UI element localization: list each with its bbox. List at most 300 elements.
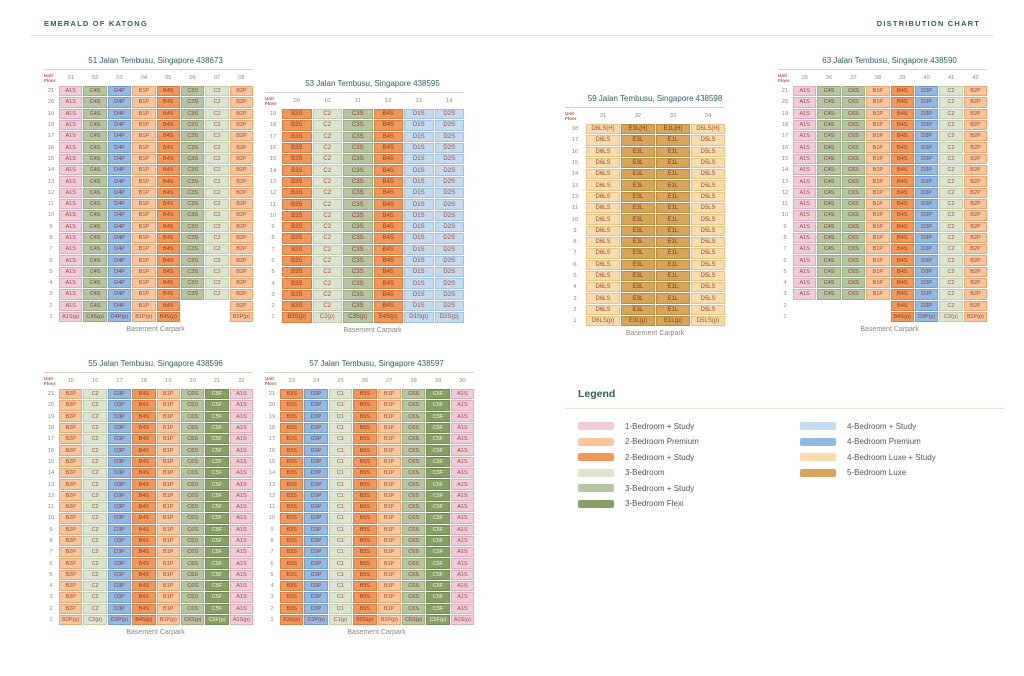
unit-cell: C3S (181, 176, 204, 186)
unit-cell: B4S (132, 570, 155, 580)
floor-label: 15 (571, 160, 579, 167)
unit-cell: B3S (280, 423, 303, 433)
unit-cell: D5LS (691, 248, 725, 258)
unit-cell: D3P (108, 536, 131, 546)
unit-cell: C4S (817, 188, 840, 198)
unit-cell: B2P (59, 525, 82, 535)
unit-cell: D2S(p) (435, 312, 465, 322)
unit-cell: C4S (83, 120, 106, 130)
unit-cell: E3L (621, 237, 655, 247)
unit-cell: C2 (83, 434, 106, 444)
unit-cell: E1L(H) (656, 124, 690, 134)
unit-cell: C5F (426, 570, 449, 580)
unit-cell: A1S (59, 199, 82, 209)
empty-cell (205, 301, 228, 311)
unit-cell: C4S (817, 233, 840, 243)
unit-cell: D6LS (586, 169, 620, 179)
unit-cell: D3P (915, 301, 938, 311)
unit-cell: A1S (793, 278, 816, 288)
unit-cell: C3S (181, 142, 204, 152)
unit-cell: D2S (435, 132, 465, 142)
unit-cell: D3P (108, 547, 131, 557)
unit-cell: B3S (282, 109, 312, 119)
unit-cell: C2 (205, 97, 228, 107)
unit-floor-header-line1: Unit (44, 72, 53, 78)
unit-cell: B4S (157, 199, 180, 209)
unit-cell: D5LS (691, 293, 725, 303)
unit-cell: A1S (59, 278, 82, 288)
floor-label: 7 (49, 246, 53, 253)
unit-cell: C5F(p) (205, 615, 228, 625)
column-header: 17 (116, 378, 123, 384)
unit-cell: B3S (280, 558, 303, 568)
unit-cell: C1 (329, 434, 352, 444)
unit-cell: C5F (205, 547, 228, 557)
unit-cell: C1 (329, 468, 352, 478)
floor-label: 3 (573, 295, 577, 302)
unit-cell: B5S (353, 491, 376, 501)
building-title: 53 Jalan Tembusu, Singapore 438595 (305, 79, 440, 88)
unit-cell: C3S (343, 267, 373, 277)
unit-cell: B5S (353, 547, 376, 557)
unit-cell: E1L (656, 180, 690, 190)
unit-cell: B1P (132, 210, 155, 220)
unit-cell: C5F (205, 536, 228, 546)
unit-cell: C4S (83, 154, 106, 164)
unit-cell: C3S (343, 143, 373, 153)
unit-cell: C6S (842, 142, 865, 152)
floor-label: 4 (49, 280, 53, 287)
floor-label: 3 (49, 291, 53, 298)
unit-cell: C5F (205, 423, 228, 433)
unit-cell: C6S (181, 423, 204, 433)
unit-cell: D3P (915, 278, 938, 288)
unit-cell: C6S (402, 558, 425, 568)
unit-cell: D5LS (691, 214, 725, 224)
floor-label: 21 (47, 391, 55, 398)
unit-cell: B1P (157, 491, 180, 501)
unit-cell: B2P (59, 547, 82, 557)
unit-cell: C2 (83, 592, 106, 602)
unit-cell: B2P (964, 267, 987, 277)
unit-cell: B1P (378, 525, 401, 535)
unit-cell: C1 (329, 547, 352, 557)
unit-grid (265, 92, 464, 323)
unit-cell: B1P (132, 120, 155, 130)
unit-cell: A1S (451, 468, 474, 478)
floor-label: 18 (47, 425, 55, 432)
unit-cell: D3P (304, 445, 327, 455)
unit-cell: D5LS (691, 226, 725, 236)
unit-cell: B4S (157, 301, 180, 311)
unit-cell: B1P (132, 289, 155, 299)
unit-cell: D3P (915, 154, 938, 164)
unit-cell: C1 (329, 479, 352, 489)
unit-cell: C2 (205, 165, 228, 175)
unit-cell: A1S (59, 222, 82, 232)
unit-cell: D2S (435, 278, 465, 288)
unit-cell: C6S (842, 267, 865, 277)
unit-cell: B5S (353, 434, 376, 444)
floor-label: 14 (268, 470, 276, 477)
unit-cell: D3P (108, 423, 131, 433)
unit-cell: D6LS (586, 293, 620, 303)
unit-cell: C5F (426, 412, 449, 422)
unit-cell: D3P (304, 412, 327, 422)
unit-cell: C5F (205, 581, 228, 591)
unit-cell: D6LS (586, 248, 620, 258)
unit-cell: C6S (402, 468, 425, 478)
column-header: 07 (213, 75, 221, 81)
column-header: 08 (238, 75, 245, 81)
unit-cell: C1 (329, 558, 352, 568)
unit-cell: A1S (59, 188, 82, 198)
unit-cell: D3P (108, 502, 131, 512)
unit-cell: C5F (426, 434, 449, 444)
unit-cell: E1L (656, 214, 690, 224)
unit-cell: A1S (793, 210, 816, 220)
unit-cell: C6S (181, 525, 204, 535)
unit-cell: C2 (313, 132, 343, 142)
unit-cell: C2 (205, 86, 228, 96)
unit-cell: B3S (280, 536, 303, 546)
unit-cell: D6LS (586, 214, 620, 224)
unit-cell: D4P (108, 199, 131, 209)
unit-cell: C2 (83, 604, 106, 614)
column-header: 42 (972, 75, 979, 81)
unit-cell: D3P (304, 491, 327, 501)
unit-cell: B4S (891, 131, 914, 141)
unit-cell: B4S (374, 245, 404, 255)
unit-cell: C4S (83, 301, 106, 311)
unit-cell: B4S(p) (374, 312, 404, 322)
unit-cell: B1P (866, 199, 889, 209)
unit-cell: C5F (426, 457, 449, 467)
unit-cell: A1S (793, 142, 816, 152)
unit-cell: A1S (793, 289, 816, 299)
unit-cell: B1P (378, 502, 401, 512)
unit-cell: C2 (939, 176, 962, 186)
unit-cell: B1P (866, 244, 889, 254)
unit-cell: B3S (282, 188, 312, 198)
unit-cell: A1S (451, 513, 474, 523)
unit-cell: C4S (83, 109, 106, 119)
unit-cell: E1L (656, 203, 690, 213)
unit-cell: E3L (621, 147, 655, 157)
unit-cell: B4S(p) (157, 312, 180, 322)
floor-label: 4 (270, 583, 274, 590)
unit-floor-header-line1: Unit (778, 72, 787, 78)
unit-cell: B1P (157, 604, 180, 614)
unit-cell: B2P (59, 389, 82, 399)
unit-cell: B2P (230, 131, 253, 141)
basement-label: Basement Carpark (347, 629, 406, 637)
unit-cell: D3P(p) (915, 312, 938, 322)
unit-cell: A1S (59, 120, 82, 130)
unit-cell: D6LS (586, 135, 620, 145)
unit-cell: B4S (157, 289, 180, 299)
unit-cell: B2P (59, 400, 82, 410)
unit-cell: B4S (157, 176, 180, 186)
unit-cell: A1S (59, 233, 82, 243)
unit-cell: D6LS (586, 226, 620, 236)
floor-label: 10 (781, 212, 789, 219)
unit-cell: B2P (964, 165, 987, 175)
unit-cell: C2 (939, 278, 962, 288)
unit-cell: C3S (181, 199, 204, 209)
unit-cell: C3S (181, 97, 204, 107)
unit-cell: B2P (964, 278, 987, 288)
unit-cell: E1L (656, 237, 690, 247)
unit-cell: C3S (181, 233, 204, 243)
unit-cell: E1L (656, 282, 690, 292)
floor-label: 3 (270, 594, 274, 601)
app-title: EMERALD OF KATONG (44, 19, 148, 28)
unit-cell: C2 (313, 188, 343, 198)
unit-cell: C5F (205, 389, 228, 399)
unit-cell: D3P (915, 199, 938, 209)
unit-cell: A1S (59, 154, 82, 164)
unit-cell: C2 (83, 389, 106, 399)
unit-cell: B4S (374, 109, 404, 119)
column-header: 12 (385, 98, 392, 104)
floor-label: 10 (269, 212, 277, 219)
unit-grid (44, 372, 253, 625)
unit-floor-header (778, 71, 792, 85)
unit-cell: A1S (451, 581, 474, 591)
unit-cell: D3P (915, 210, 938, 220)
floor-label: 12 (47, 189, 55, 196)
unit-cell: A1S (230, 604, 253, 614)
unit-cell: B1P (132, 255, 155, 265)
floor-label: 10 (268, 515, 276, 522)
unit-cell: B4S (891, 244, 914, 254)
unit-cell: B5S (353, 445, 376, 455)
unit-cell: A1S (230, 468, 253, 478)
unit-cell: D3P (304, 547, 327, 557)
unit-cell: B2P (59, 581, 82, 591)
unit-cell: B1P (866, 176, 889, 186)
unit-cell: C4S (83, 86, 106, 96)
unit-cell: D1S (404, 233, 434, 243)
floor-label: 17 (269, 133, 277, 140)
legend-label: 4-Bedroom Premium (847, 437, 921, 446)
unit-cell: B2P (230, 199, 253, 209)
unit-cell: B4S (891, 120, 914, 130)
unit-cell: E1L (656, 226, 690, 236)
floor-label: 3 (271, 291, 275, 298)
unit-cell: B4S (157, 131, 180, 141)
floor-label: 15 (47, 458, 55, 465)
unit-cell: C1(p) (329, 615, 352, 625)
legend-item (578, 422, 800, 430)
unit-cell: C3S (343, 109, 373, 119)
unit-cell: C5F (205, 445, 228, 455)
unit-cell: B4S (132, 491, 155, 501)
floor-label: 13 (781, 178, 789, 185)
unit-cell: C1 (329, 581, 352, 591)
unit-cell: B1P (866, 267, 889, 277)
floor-label: 12 (781, 189, 789, 196)
unit-cell: E3L (621, 158, 655, 168)
floor-label: 2 (783, 302, 787, 309)
unit-cell: B3S (282, 211, 312, 221)
unit-cell: C5F (426, 389, 449, 399)
unit-cell: C4S (817, 289, 840, 299)
unit-floor-header (265, 94, 281, 108)
column-header: 36 (825, 75, 833, 81)
unit-cell: A1S (59, 97, 82, 107)
unit-cell: B2P (59, 570, 82, 580)
unit-cell: A1S (230, 457, 253, 467)
unit-cell: B4S (891, 154, 914, 164)
unit-cell: A1S (59, 165, 82, 175)
unit-cell: C5F (205, 513, 228, 523)
floor-label: 6 (783, 257, 787, 264)
unit-cell: D6LS (586, 282, 620, 292)
unit-cell: B2P (964, 131, 987, 141)
unit-cell: B2P (230, 267, 253, 277)
unit-cell: C6S(p) (181, 615, 204, 625)
unit-cell: D3P (304, 457, 327, 467)
unit-cell: C2 (205, 120, 228, 130)
unit-cell: A1S (451, 558, 474, 568)
unit-cell: B4S (157, 188, 180, 198)
unit-cell: B1P (132, 86, 155, 96)
unit-cell: B4S (132, 547, 155, 557)
unit-cell: D5LS(p) (691, 316, 725, 326)
unit-cell: C2 (205, 278, 228, 288)
unit-cell: D5LS (691, 147, 725, 157)
floor-label: 3 (783, 291, 787, 298)
building-b63 (778, 56, 987, 333)
unit-cell: B1P (132, 97, 155, 107)
unit-cell: D3P(p) (108, 615, 131, 625)
unit-cell: B1P (157, 525, 180, 535)
floor-label: 9 (270, 526, 274, 533)
unit-cell: B4S (374, 211, 404, 221)
floor-label: 13 (47, 481, 55, 488)
unit-cell: C4S (83, 244, 106, 254)
unit-cell: B1P (866, 131, 889, 141)
column-header: 13 (415, 98, 422, 104)
unit-cell: C4S (83, 255, 106, 265)
unit-cell: E3L (621, 226, 655, 236)
unit-cell: D3P (304, 502, 327, 512)
unit-cell: C3S (343, 278, 373, 288)
unit-cell: C6S (402, 502, 425, 512)
unit-cell: B2P (59, 604, 82, 614)
unit-cell: D4P (108, 244, 131, 254)
floor-label: 17 (781, 133, 789, 140)
building-b57 (265, 359, 474, 636)
unit-cell: B4S (374, 143, 404, 153)
unit-cell: D6LS (586, 260, 620, 270)
legend (565, 388, 1005, 515)
unit-cell: D6LS(H) (586, 124, 620, 134)
unit-cell: C5F (426, 513, 449, 523)
unit-cell: D6LS (586, 305, 620, 315)
floor-label: 8 (270, 538, 274, 544)
unit-cell: B2P (230, 120, 253, 130)
unit-cell: C4S (83, 165, 106, 175)
unit-cell: C2(p) (313, 312, 343, 322)
unit-cell: A1S (230, 592, 253, 602)
unit-cell: D5LS (691, 180, 725, 190)
unit-cell: B1P (378, 536, 401, 546)
unit-cell: B1P (132, 154, 155, 164)
unit-cell: B4S (374, 120, 404, 130)
unit-cell: B3S (280, 491, 303, 501)
column-header: 30 (459, 378, 466, 384)
unit-cell: B2P (230, 188, 253, 198)
floor-label: 5 (49, 571, 53, 578)
unit-cell: B1P (866, 278, 889, 288)
unit-cell: C3S (181, 255, 204, 265)
unit-cell: D4P (108, 154, 131, 164)
unit-cell: C2 (205, 222, 228, 232)
legend-swatch (800, 469, 836, 477)
unit-cell: D6LS (586, 180, 620, 190)
unit-cell: D6LS (586, 237, 620, 247)
unit-cell: C2 (313, 222, 343, 232)
unit-cell: B3S (280, 434, 303, 444)
floor-label: 20 (47, 402, 55, 409)
unit-cell: B2P (230, 142, 253, 152)
floor-label: 4 (49, 583, 53, 590)
column-header: 35 (801, 75, 808, 81)
unit-cell: A1S (793, 154, 816, 164)
unit-cell: C6S (181, 434, 204, 444)
unit-cell: B5S (353, 558, 376, 568)
unit-cell: C5F (205, 457, 228, 467)
legend-label: 5-Bedroom Luxe (847, 468, 907, 477)
unit-cell: B3S (282, 245, 312, 255)
unit-cell: B1P (157, 513, 180, 523)
unit-cell: B1P (378, 389, 401, 399)
unit-floor-header-line1: Unit (265, 95, 274, 101)
floor-label: 6 (573, 261, 577, 268)
unit-cell: B4S (132, 400, 155, 410)
unit-cell: D3P (915, 233, 938, 243)
unit-cell: B3S (282, 233, 312, 243)
unit-cell: B4S (891, 188, 914, 198)
unit-cell: D5LS (691, 169, 725, 179)
unit-cell: B4S (891, 210, 914, 220)
unit-cell: D2S (435, 245, 465, 255)
unit-cell: D3P (304, 468, 327, 478)
unit-cell: C6S (181, 389, 204, 399)
unit-cell: B5S (353, 423, 376, 433)
unit-cell: E3L (621, 192, 655, 202)
unit-cell: B1P (378, 457, 401, 467)
floor-label: 8 (573, 239, 577, 246)
legend-swatch (578, 469, 614, 477)
floor-label: 15 (269, 156, 277, 163)
building-b51 (44, 56, 253, 333)
legend-item (578, 484, 800, 492)
unit-cell: A1S (230, 434, 253, 444)
unit-cell: B4S (891, 233, 914, 243)
column-header: 16 (91, 378, 99, 384)
unit-cell: C2 (939, 86, 962, 96)
unit-cell: A1S (230, 445, 253, 455)
unit-cell: D5LS (691, 135, 725, 145)
unit-cell: C2 (313, 154, 343, 164)
floor-label: 20 (268, 402, 276, 409)
unit-cell: C4S (817, 278, 840, 288)
unit-cell: B4S (891, 142, 914, 152)
